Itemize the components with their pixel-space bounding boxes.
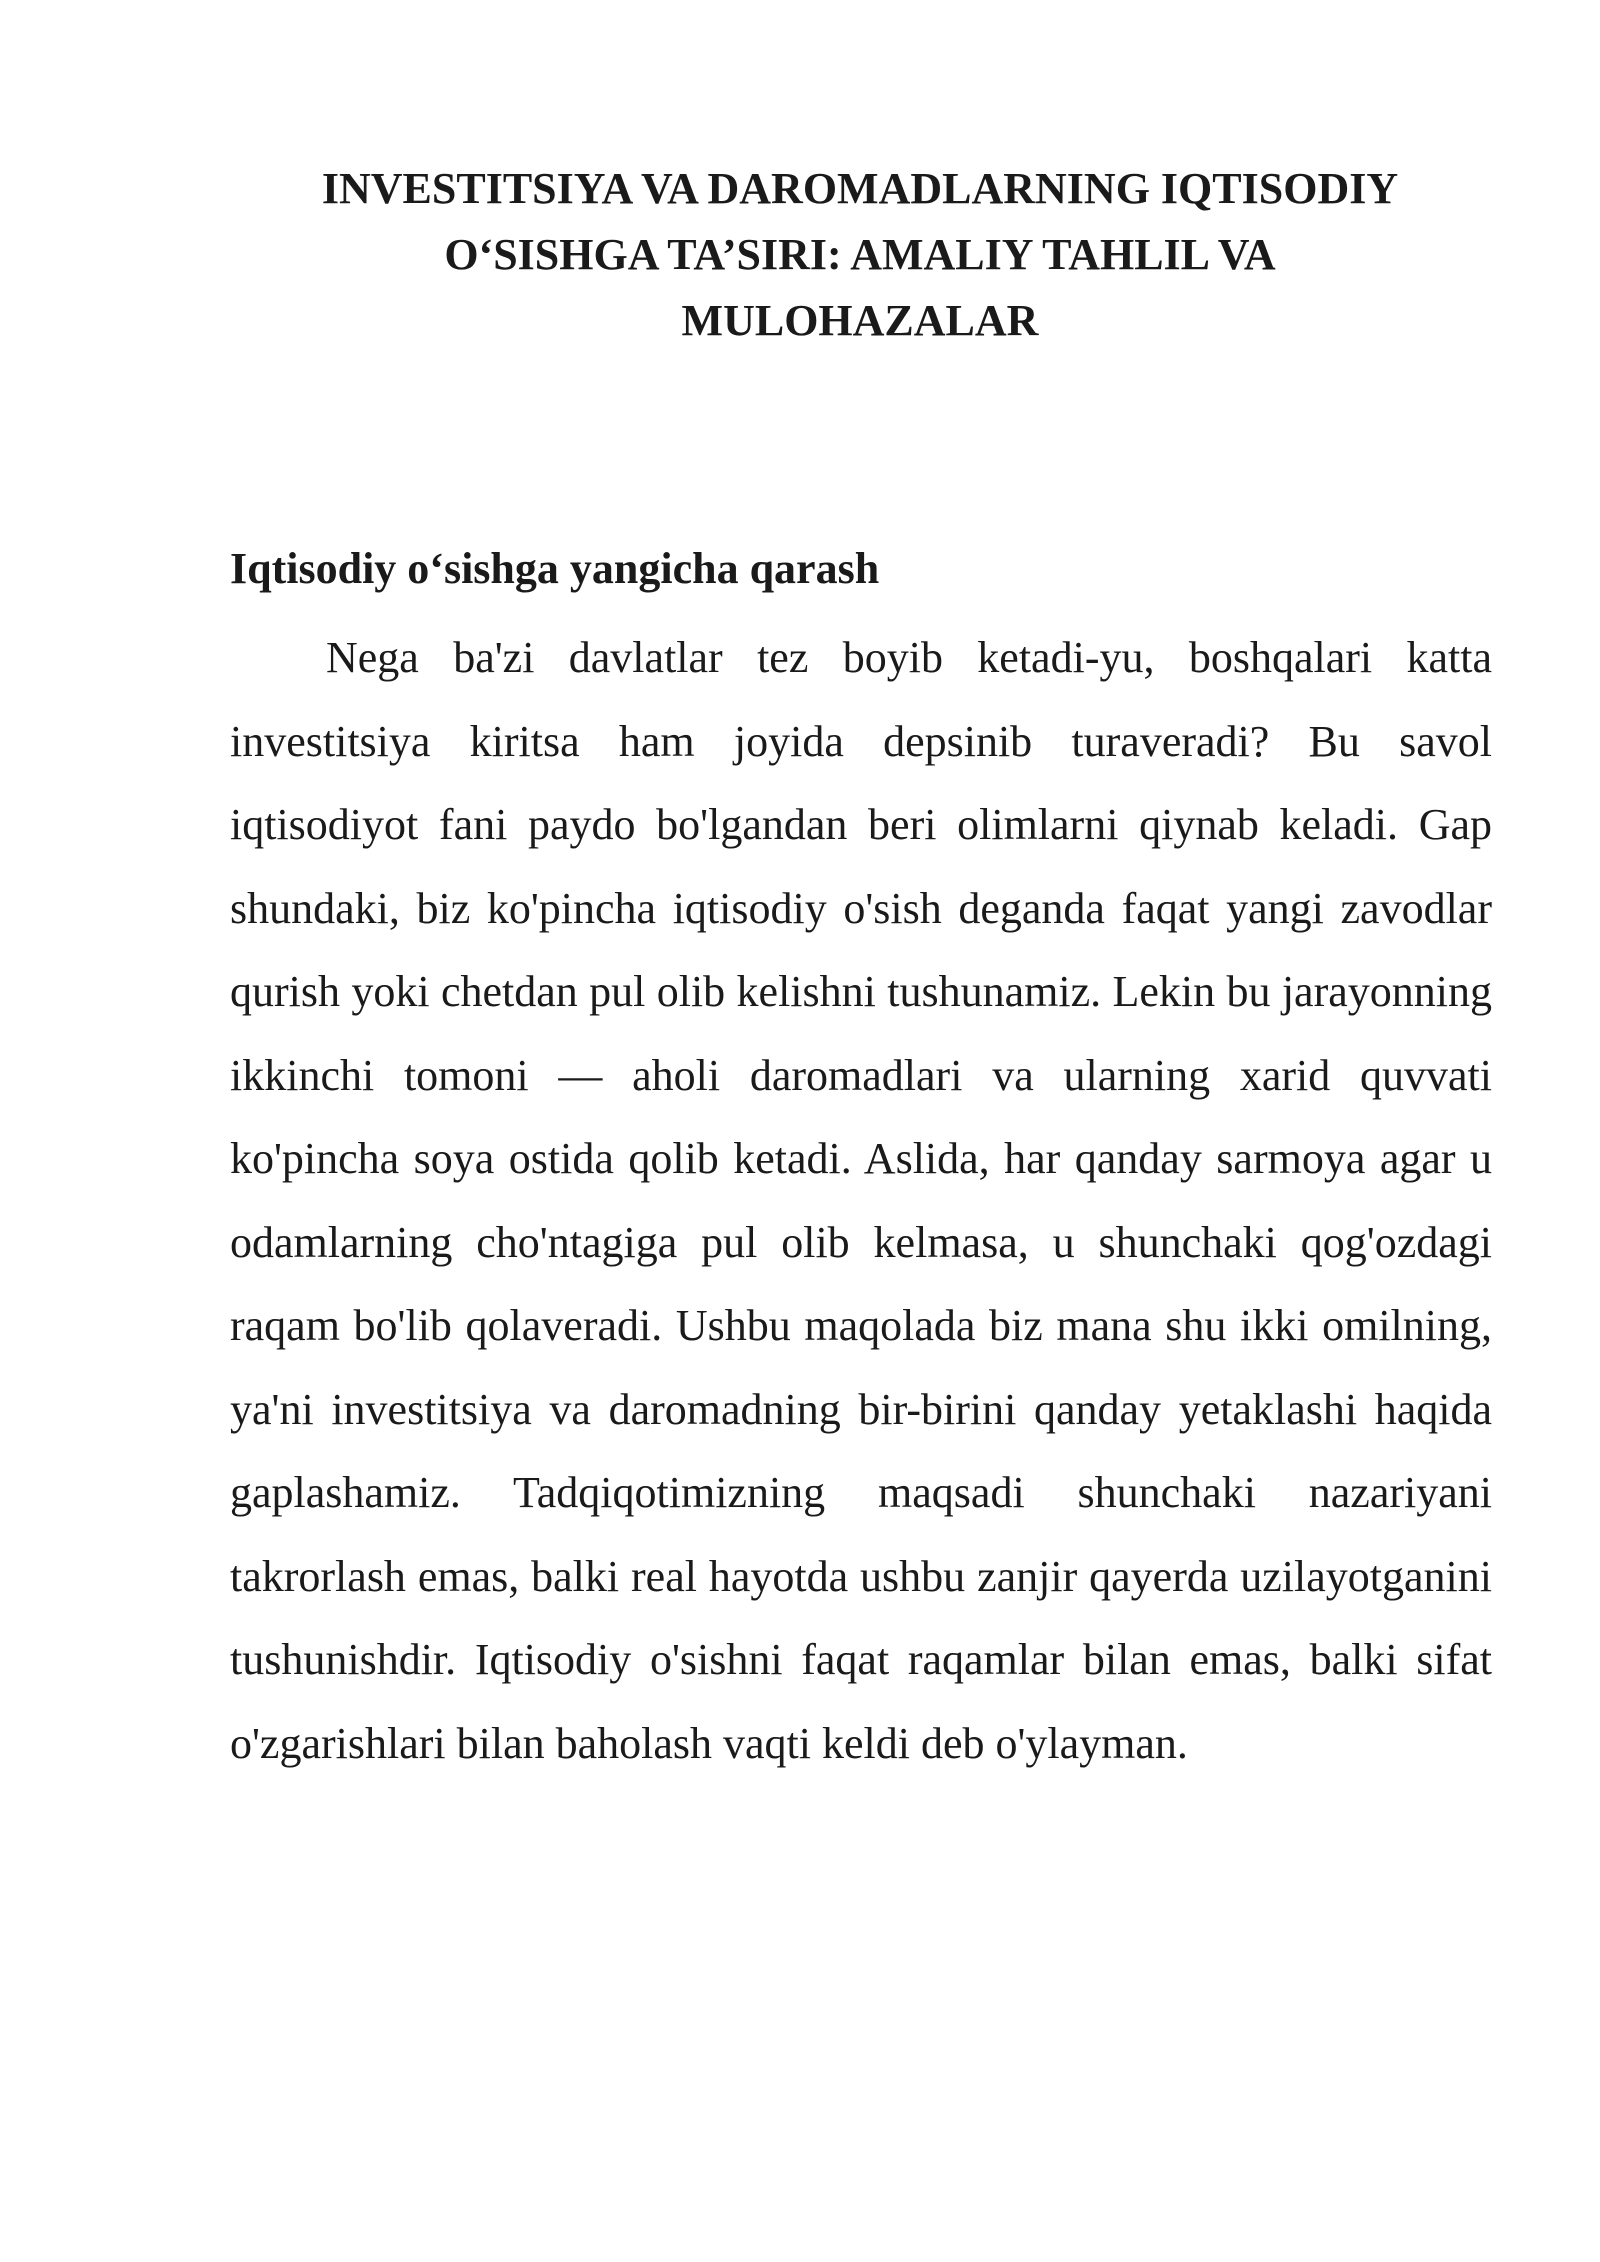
title-line-1: INVESTITSIYA VA DAROMADLARNING IQTISODIY <box>321 164 1399 213</box>
section-heading: Iqtisodiy o‘sishga yangicha qarash <box>230 544 880 593</box>
title-line-2: O‘SISHGA TA’SIRI: AMALIY TAHLIL VA <box>444 230 1276 279</box>
body-paragraph: Nega ba'zi davlatlar tez boyib ketadi-yu, boshqalari katta investitsiya kiritsa ham joyida depsinib turaveradi? Bu savol iqtisodiyot fani paydo bo'lgandan beri olimlarni qiynab keladi. Gap shundaki, biz ko'pincha iqtisodiy o'sish deganda faqat yangi zavodlar qurish yoki chetdan pul olib kelishni tushunamiz. Lekin bu jarayonning ikkinchi tomoni — aholi daromadlari va ularning xarid quvvati ko'pincha soya ostida qolib ketadi. Aslida, har qanday sarmoya agar u odamlarning cho'ntagiga pul olib kelmasa, u shunchaki qog'ozdagi raqam bo'lib qolaveradi. Ushbu maqolada biz mana shu ikki omilning, ya'ni investitsiya va daromadning bir-birini qanday yetaklashi haqida gaplashamiz. Tadqiqotimizning maqsadi shunchaki nazariyani takrorlash emas, balki real hayotda ushbu zanjir qayerda uzilayotganini tushunishdir. Iqtisodiy o'sishni faqat raqamlar bilan emas, balki sifat o'zgarishlari bilan baholash vaqti keldi deb o'ylayman. <box>230 633 1492 1768</box>
document-title <box>230 156 1490 354</box>
title-line-3: MULOHAZALAR <box>681 296 1039 345</box>
